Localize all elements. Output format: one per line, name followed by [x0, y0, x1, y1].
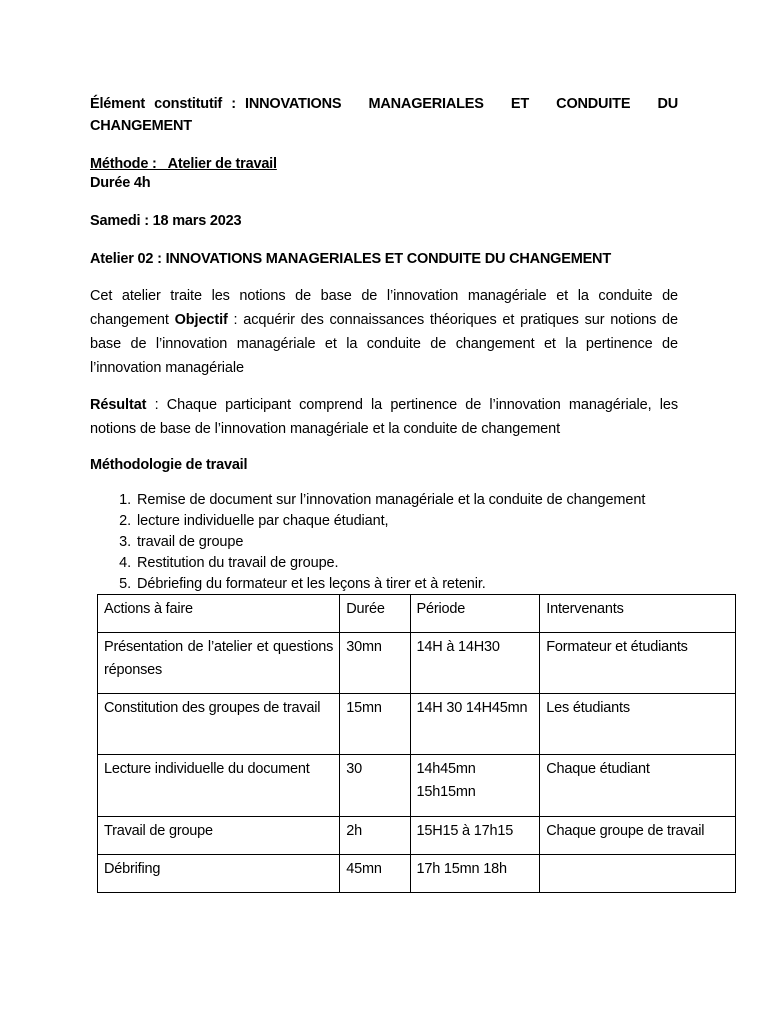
list-item: 3. travail de groupe: [135, 532, 645, 553]
table-row: [98, 855, 736, 893]
table-row: [98, 817, 736, 855]
table-row: [98, 633, 736, 694]
cell-periode: 14H à 14H30: [410, 633, 540, 694]
list-item: 1. Remise de document sur l’innovation managériale et la conduite de changement: [135, 490, 645, 511]
header-actions: Actions à faire: [98, 595, 340, 633]
list-item: 5. Débriefing du formateur et les leçons à tirer et à retenir.: [135, 574, 645, 595]
cell-intervenants: Les étudiants: [540, 694, 736, 755]
list-item: 2. lecture individuelle par chaque étudiant,: [135, 511, 645, 532]
cell-intervenants: Chaque groupe de travail: [540, 817, 736, 855]
cell-duree: 45mn: [340, 855, 410, 893]
cell-intervenants: Formateur et étudiants: [540, 633, 736, 694]
cell-periode: [410, 755, 540, 817]
cell-duree: 15mn: [340, 694, 410, 755]
element-heading: [90, 93, 678, 137]
cell-duree: 2h: [340, 817, 410, 855]
periode-line: 15h15mn: [416, 784, 476, 800]
element-label: Élément constitutif :: [90, 96, 236, 112]
element-title-line1: INNOVATIONS MANAGERIALES ET CONDUITE DU: [245, 96, 678, 112]
objective-text: : acquérir des connaissances théoriques et pratiques sur notions de base de l’innovation managériale et la conduite de changement et la pertinence de l’innovation managériale: [90, 312, 678, 376]
cell-action: Présentation de l’atelier et questions réponses: [98, 633, 340, 694]
objective-label: Objectif: [174, 312, 228, 328]
cell-action: Constitution des groupes de travail: [98, 694, 340, 755]
header-intervenants: Intervenants: [540, 595, 736, 633]
date-line: Samedi : 18 mars 2023: [90, 213, 242, 229]
duration-line: Durée 4h: [90, 175, 151, 191]
methodology-steps: [90, 490, 645, 595]
cell-duree: 30: [340, 755, 410, 817]
cell-periode: 15H15 à 17h15: [410, 817, 540, 855]
workshop-title: Atelier 02 : INNOVATIONS MANAGERIALES ET CONDUITE DU CHANGEMENT: [90, 251, 611, 267]
table-row: [98, 755, 736, 817]
cell-periode: 17h 15mn 18h: [410, 855, 540, 893]
result-text: : Chaque participant comprend la pertinence de l’innovation managériale, les notions de base de l’innovation managériale et la conduite de changement: [90, 397, 678, 437]
cell-action: Débrifing: [98, 855, 340, 893]
table-row: [98, 694, 736, 755]
result-paragraph: [90, 393, 678, 441]
intro-paragraph: [90, 284, 678, 380]
header-periode: Période: [410, 595, 540, 633]
result-label: Résultat: [90, 397, 147, 413]
intro-text: Cet atelier traite les notions de base de l’innovation managériale et la conduite de changement: [90, 288, 678, 328]
cell-intervenants: [540, 855, 736, 893]
methodology-title: Méthodologie de travail: [90, 457, 248, 473]
table-header-row: [98, 595, 736, 633]
cell-periode: 14H 30 14H45mn: [410, 694, 540, 755]
schedule-table: [97, 594, 736, 893]
element-title-line2: CHANGEMENT: [90, 118, 192, 134]
method-line: Méthode : Atelier de travail: [90, 156, 277, 172]
cell-duree: 30mn: [340, 633, 410, 694]
periode-line: 14h45mn: [416, 761, 476, 777]
list-item: 4. Restitution du travail de groupe.: [135, 553, 645, 574]
cell-intervenants: Chaque étudiant: [540, 755, 736, 817]
cell-action: Travail de groupe: [98, 817, 340, 855]
header-duree: Durée: [340, 595, 410, 633]
cell-action: Lecture individuelle du document: [98, 755, 340, 817]
